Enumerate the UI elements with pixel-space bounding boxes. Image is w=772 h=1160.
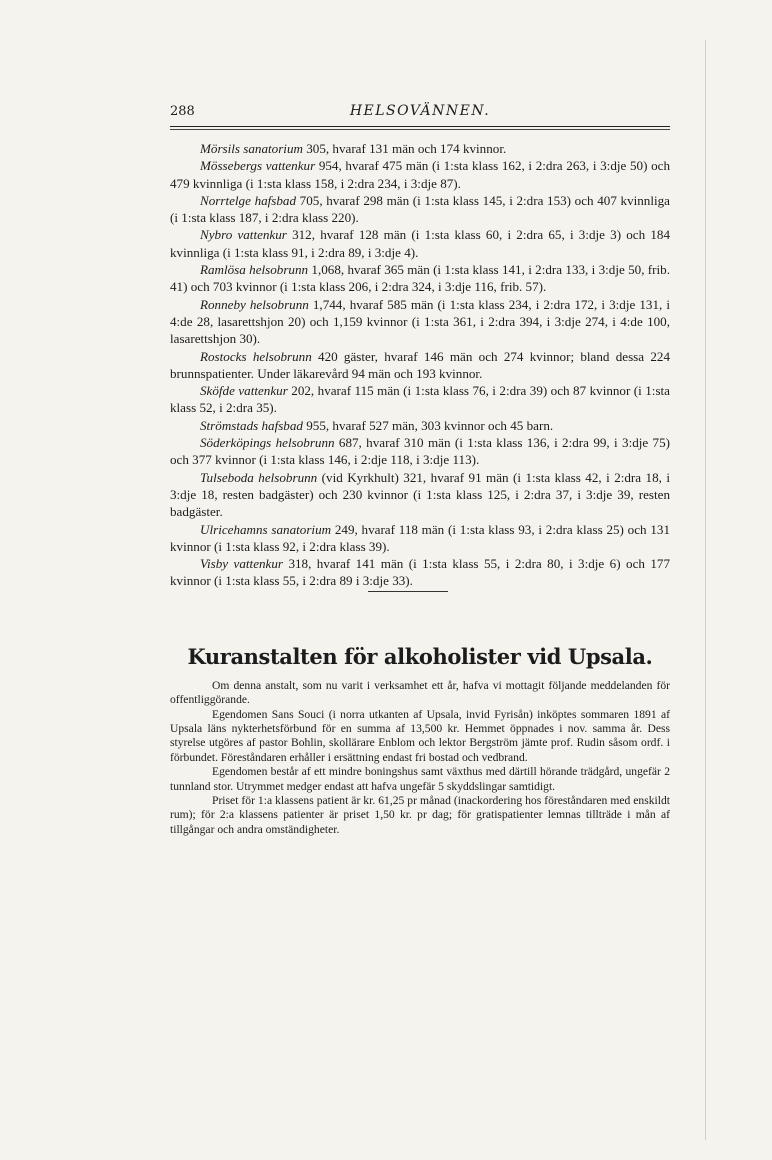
paragraph: Egendomen Sans Souci (i norra utkanten af Upsala, invid Fyrisån) inköptes sommaren 1891 af Upsala läns nykterhetsförbund för en summa af 13,500 kr. Hemmet öppnades i nov. samma år. Dess styrelse utgöres af pastor Bohlin, skollärare Enblom och lektor Bergström jämte prof. Rudin såsom ordf. i förbundet. Föreståndaren erhåller i ersättning endast fri bostad och vedbrand. — [170, 707, 670, 764]
entry-text: 1,744, hvaraf 585 män (i 1:sta klass 234, i 2:dra 172, i 3:dje 131, i 4:de 28, lasarettshjon 20) och 1,159 kvinnor (i 1:sta 361, i 2:dra 394, i 3:dje 274, i 4:de 100, lasarettshjon 30). — [170, 296, 670, 347]
entry-text: 420 gäster, hvaraf 146 män och 274 kvinnor; bland dessa 224 brunnspatienter. Under läkarevård 94 män och 193 kvinnor. — [170, 348, 670, 381]
list-item — [170, 140, 670, 157]
place-name: Ramlösa helsobrunn — [200, 262, 309, 278]
entry-text: 955, hvaraf 527 män, 303 kvinnor och 45 barn. — [302, 417, 554, 433]
place-name: Mössebergs vattenkur — [200, 158, 316, 174]
entry-text: 954, hvaraf 475 män (i 1:sta klass 162, i 2:dra 263, i 3:dje 50) och 479 kvinnliga (i 1:sta klass 158, i 2:dra 234, i 3:dje 87). — [170, 158, 670, 191]
page-header — [170, 100, 670, 126]
page-number: 288 — [170, 104, 195, 119]
running-title: HELSOVÄNNEN. — [349, 103, 491, 119]
entry-text: 202, hvaraf 115 män (i 1:sta klass 76, i 2:dra 39) och 87 kvinnor (i 1:sta klass 52, i 2:dra 35). — [170, 383, 670, 416]
list-item — [170, 348, 670, 383]
entry-text: 305, hvaraf 131 män och 174 kvinnor. — [302, 141, 507, 156]
entry-text: 1,068, hvaraf 365 män (i 1:sta klass 141, i 2:dra 133, i 3:dje 50, frib. 41) och 703 kvinnor (i 1:sta klass 206, i 2:dra 324, i 3:dje 116, frib. 57). — [170, 262, 670, 295]
spa-statistics-list — [170, 140, 670, 590]
place-name: Ulricehamns sanatorium — [200, 521, 332, 537]
list-item — [170, 555, 670, 590]
place-name: Tulseboda helsobrunn — [200, 469, 318, 485]
list-item — [170, 434, 670, 469]
paragraph: Priset för 1:a klassens patient är kr. 61,25 pr månad (inackordering hos föreståndaren med enskildt rum); för 2:a klassens patienter är priset 1,50 kr. pr dag; för gratispatienter lemnas tillträde i mån af tillgångar och andra omständigheter. — [170, 793, 670, 836]
page-edge-line — [705, 40, 706, 1140]
place-name: Norrtelge hafsbad — [200, 192, 297, 208]
section-divider — [368, 591, 448, 592]
entry-text: 318, hvaraf 141 män (i 1:sta klass 55, i 2:dra 80, i 3:dje 6) och 177 kvinnor (i 1:sta klass 55, i 2:dra 89 i 3:dje 33). — [170, 556, 671, 589]
list-item — [170, 157, 670, 192]
place-name: Ronneby helsobrunn — [200, 296, 309, 312]
place-name: Söderköpings helsobrunn — [200, 435, 335, 451]
entry-text: 312, hvaraf 128 män (i 1:sta klass 60, i 2:dra 65, i 3:dje 3) och 184 kvinnliga (i 1:sta klass 91, i 2:dra 89, i 3:dje 4). — [170, 227, 670, 260]
list-item — [170, 382, 670, 417]
place-name: Visby vattenkur — [200, 556, 284, 572]
list-item — [170, 521, 670, 556]
list-item — [170, 296, 670, 348]
entry-text: 705, hvaraf 298 män (i 1:sta klass 145, i 2:dra 153) och 407 kvinnliga (i 1:sta klass 187, i 2:dra klass 220). — [170, 192, 670, 226]
list-item — [170, 192, 670, 227]
list-item — [170, 261, 670, 296]
list-item — [170, 469, 670, 521]
header-rule — [170, 126, 670, 127]
place-name: Strömstads hafsbad — [200, 417, 303, 433]
entry-text: (vid Kyrkhult) 321, hvaraf 91 män (i 1:sta klass 42, i 2:dra 18, i 3:dje 18, resten badgäster) och 230 kvinnor (i 1:sta klass 125, i 2:dra 37, i 3:dje 39, resten badgäster. — [170, 469, 670, 520]
paragraph: Egendomen består af ett mindre boningshus samt växthus med därtill hörande trädgård, ungefär 2 tunnland stor. Utrymmet medger endast att hafva ungefär 5 skyddslingar samtidigt. — [170, 765, 670, 793]
paragraph: Om denna anstalt, som nu varit i verksamhet ett år, hafva vi mottagit följande meddelanden för offentliggörande. — [170, 678, 670, 707]
place-name: Nybro vattenkur — [200, 227, 287, 243]
list-item — [170, 226, 670, 261]
entry-text: 687, hvaraf 310 män (i 1:sta klass 136, i 2:dra 99, i 3:dje 75) och 377 kvinnor (i 1:sta klass 146, i 2:dje 118, i 3:dje 113). — [170, 435, 671, 468]
section-body — [170, 679, 670, 837]
place-name: Sköfde vattenkur — [200, 383, 288, 399]
entry-text: 249, hvaraf 118 män (i 1:sta klass 93, i 2:dra klass 25) och 131 kvinnor (i 1:sta klass 92, i 2:dra klass 39). — [170, 521, 670, 554]
document-page — [170, 100, 670, 837]
section-title: Kuranstalten för alkoholister vid Upsala. — [187, 643, 653, 669]
header-rule-thin — [170, 129, 670, 130]
place-name: Rostocks helsobrunn — [200, 348, 312, 364]
place-name: Mörsils sanatorium — [200, 141, 303, 156]
list-item — [170, 417, 670, 434]
